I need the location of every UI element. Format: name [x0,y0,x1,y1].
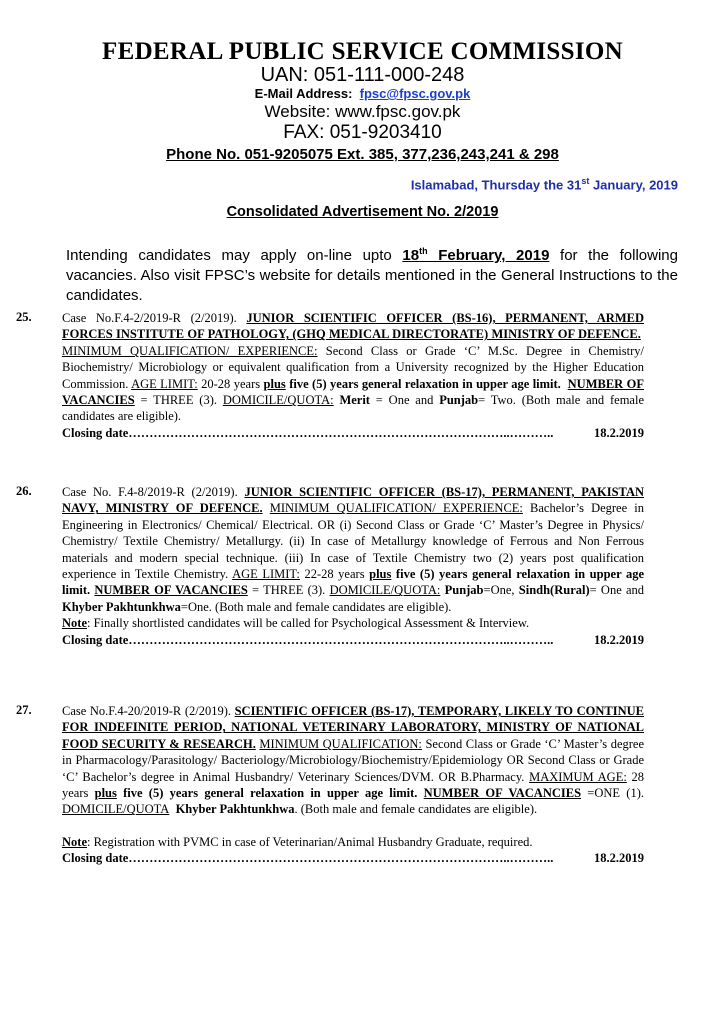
plus-word: plus [263,376,286,391]
closing-date: 18.2.2019 [594,632,644,647]
case-number: Case No.F.4-20/2019-R (2/2019). [62,704,235,718]
age-text: 20-28 years [197,376,264,391]
relaxation-text: five (5) years general relaxation in upper age limit. [285,376,561,391]
relaxation-text: five (5) years general relaxation in upper age limit. [116,786,418,801]
qualification-text: Second Class or Grade ‘C’ M.Sc. Degree in Chemistry/ Biochemistry/ Microbiology or equivalent qualification from a University recognized by the Higher Education Commission. [62,343,644,391]
domicile-text-2: = Two. (Both male and female candidates are eligible). [62,393,645,424]
closing-date: 18.2.2019 [594,851,644,866]
vacancies-text: = THREE (3). [134,393,223,408]
qualification-label: MINIMUM QUALIFICATION: [259,736,422,751]
domicile-merit: Merit [339,393,370,408]
item-number-25: 25. [16,310,32,324]
plus-word: plus [94,786,117,801]
intro-deadline [402,247,549,264]
domicile-punjab: Punjab [439,393,479,408]
note-label: Note [62,834,87,849]
closing-date-line [62,850,644,866]
closing-dots: ………………………………………………………………………………..……….. [128,425,554,440]
plus-word: plus [369,567,392,582]
closing-date-line [62,425,644,441]
closing-label: Closing date [62,851,129,866]
dateline [411,176,678,192]
vacancies-text: = THREE (3). [247,583,330,598]
advertisement-title [0,204,725,220]
intro-part2: for the following vacancies. Also visit FPSC’s website for details mentioned in the General Instructions to the candidates. [66,247,678,304]
domicile-text-3: =One. (Both male and female candidates are eligible). [180,599,452,614]
domicile-label: DOMICILE/QUOTA: [222,393,334,408]
qualification-text: Bachelor’s Degree in Engineering in Electronics/ Chemical/ Electrical. OR (i) Second Class or Grade ‘C’ Master’s Degree in Physics/ Chemistry/ Textile Chemistry/ Metallurgy. (ii) In case of Metallurgy knowledge of Ferrous and Non Ferrous materials and modern special technique. (iii) In case of Textile Chemistry two (2) years post qualification experience in Textile Chemistry. [62,501,645,582]
note-line [62,615,644,631]
domicile-label: DOMICILE/QUOTA [62,802,170,817]
closing-dots: ………………………………………………………………………………..……….. [128,851,554,866]
item-number-27: 27. [16,703,32,717]
domicile-sindh: Sindh(Rural) [518,583,590,598]
age-label: AGE LIMIT: [232,567,300,582]
note-text: : Registration with PVMC in case of Veterinarian/Animal Husbandry Graduate, required. [87,834,533,849]
case-number: Case No.F.4-2/2019-R (2/2019). [62,311,247,325]
dateline-sup: st [581,176,590,186]
closing-label: Closing date [62,425,129,440]
relaxation-text: five (5) years general relaxation in upper age limit. [62,567,644,598]
post-title: SCIENTIFIC OFFICER (BS-17), TEMPORARY, LIKELY TO CONTINUE FOR INDEFINITE PERIOD, NATIONAL VETERINARY LABORATORY, MINISTRY OF NATIONAL FOOD SECURITY & RESEARCH. [62,704,644,751]
uan-number: UAN: 051-111-000-248 [260,64,465,86]
advertisement-title-text: Consolidated Advertisement No. 2/2019 [226,204,499,220]
case-number: Case No. F.4-8/2019-R (2/2019). [62,485,245,499]
deadline-sup: th [419,246,428,256]
closing-label: Closing date [62,632,129,647]
qualification-label: MINIMUM QUALIFICATION/ EXPERIENCE: [62,343,318,358]
closing-dots: ………………………………………………………………………………..……….. [128,632,554,647]
dateline-rest: January, 2019 [589,177,678,193]
age-label: AGE LIMIT: [131,376,198,391]
item-number-26: 26. [16,484,32,498]
deadline-rest: February, 2019 [427,247,550,264]
domicile-kp: Khyber Pakhtunkhwa [62,599,181,614]
domicile-text-2: = One and [589,583,645,598]
commission-title: FEDERAL PUBLIC SERVICE COMMISSION [102,38,623,65]
note-text: : Finally shortlisted candidates will be called for Psychological Assessment & Interview. [87,616,530,631]
fax-line: FAX: 051-9203410 [283,122,442,143]
deadline-day: 18 [402,247,420,264]
email-label: E-Mail Address: [254,86,353,101]
dateline-prefix: Islamabad, Thursday the 31 [410,177,582,193]
age-label: MAXIMUM AGE: [529,769,627,784]
qualification-label: MINIMUM QUALIFICATION/ EXPERIENCE: [269,501,523,516]
domicile-kp: Khyber Pakhtunkhwa [175,802,295,817]
vacancy-item-26 [62,484,644,648]
note-label: Note [62,616,87,631]
post-title: JUNIOR SCIENTIFIC OFFICER (BS-16), PERMANENT, ARMED FORCES INSTITUTE OF PATHOLOGY, (GHQ MEDICAL DIRECTORATE) MINISTRY OF DEFENCE. [62,311,644,342]
vacancies-label: NUMBER OF VACANCIES [94,583,248,598]
domicile-label: DOMICILE/QUOTA: [329,583,441,598]
closing-date: 18.2.2019 [594,425,644,440]
intro-paragraph [66,241,678,306]
age-text: 22-28 years [299,567,370,582]
domicile-text-1: . (Both male and female candidates are eligible). [294,802,538,817]
domicile-text-1: = One and [369,393,440,408]
closing-date-line [62,632,644,648]
age-text: 28 years [62,769,645,801]
note-line [62,834,644,850]
post-title: JUNIOR SCIENTIFIC OFFICER (BS-17), PERMANENT, PAKISTAN NAVY, MINISTRY OF DEFENCE. [62,485,644,516]
email-line [0,86,725,101]
vacancies-text: =ONE (1). [581,786,644,801]
vacancy-item-27 [62,703,644,867]
intro-part1: Intending candidates may apply on-line upto [66,247,403,264]
qualification-text: Second Class or Grade ‘C’ Master’s degree in Pharmacology/Parasitology/ Bacteriology/Microbiology/Biochemistry/Epidemiology OR Second Class or Grade ‘C’ Bachelor’s degree in Animal Husbandry/ Veterinary Sciences/DVM. OR B.Pharmacy. [62,736,645,784]
vacancies-label: NUMBER OF VACANCIES [62,376,644,408]
domicile-text-1: =One, [483,583,519,598]
domicile-punjab: Punjab [444,583,484,598]
vacancies-label: NUMBER OF VACANCIES [423,786,582,801]
email-link[interactable]: fpsc@fpsc.gov.pk [359,86,471,101]
phone-line: Phone No. 051-9205075 Ext. 385, 377,236,243,241 & 298 [166,146,559,163]
vacancy-item-25 [62,310,644,441]
website-line: Website: www.fpsc.gov.pk [264,102,461,121]
